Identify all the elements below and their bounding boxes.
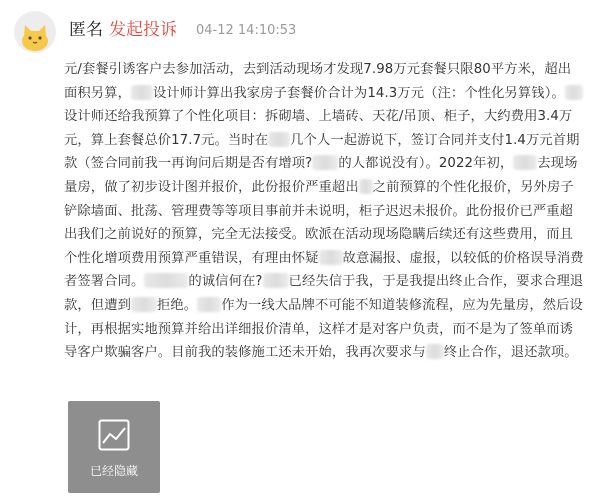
- redacted-text: [197, 297, 221, 312]
- redacted-text: [263, 273, 289, 288]
- body-text-segment: 作为一线大品牌不可能不知道装修流程，应为先量房，然后设计，再根据实地预算并给出详细报价清单，这样才是对客户负责，而不是为了签单而诱导客户欺骗客户。目前我的装修施工还未开始，我再次要求与: [64, 297, 583, 361]
- body-text-segment: 终止合作，退还款项。: [443, 345, 578, 361]
- redacted-text: [144, 273, 188, 288]
- cat-face-icon: [14, 11, 56, 53]
- body-text-segment: 已经失信于我，于是我提出终止合作，要求合理退款，但遭到: [64, 274, 584, 313]
- body-text-segment: 之前预算的个性化报价，另外房子铲除墙面、批荡、管理费等等项目事前并未说明，柜子迟迟未报价。此份报价已严重超出我们之前说好的预算，完全无法接受。欧派在活动现场隐瞒后续还有这些费用，而且个性化增项费用预算严重错误，有理由怀疑: [64, 179, 574, 266]
- hidden-image-label: 已经隐藏: [89, 464, 138, 478]
- redacted-text: [319, 250, 343, 265]
- body-text-segment: 拒绝。: [156, 297, 198, 313]
- body-text-segment: 去现场量房，做了初步设计图并报价，此份报价严重超出: [64, 156, 578, 195]
- redacted-text: [131, 85, 153, 100]
- image-icon: [98, 419, 130, 451]
- post-timestamp: 04-12 14:10:53: [196, 23, 297, 38]
- body-text-segment: 的人都说没有）。2022年初，: [338, 156, 514, 172]
- post-body: [64, 58, 584, 365]
- body-text-segment: 设计师计算出我家房子套餐价合计为14.3万元（注：个性化另算钱）。: [152, 85, 565, 101]
- redacted-text: [268, 132, 290, 147]
- avatar[interactable]: [14, 11, 56, 53]
- hidden-image-placeholder[interactable]: [68, 401, 160, 493]
- redacted-text: [513, 155, 537, 170]
- body-text-segment: 元/套餐引诱客户去参加活动，去到活动现场才发现7.98万元套餐只限80平方米，超出面积另算，: [64, 62, 572, 101]
- body-text-segment: 几个人一起游说下，签订合同并支付1.4万元首期款（签合同前我一再询问后期是否有增项?: [64, 132, 580, 172]
- redacted-text: [312, 155, 338, 170]
- redacted-text: [359, 179, 373, 194]
- redacted-text: [426, 344, 444, 359]
- body-text-segment: 设计师还给我预算了个性化项目：拆砌墙、上墙砖、天花/吊顶、柜子，大约费用3.4万元，算上套餐总价17.7元。当时在: [64, 109, 573, 148]
- redacted-text: [565, 85, 583, 100]
- redacted-text: [131, 297, 157, 312]
- body-text-segment: 的诚信何在?: [188, 274, 263, 290]
- body-text-segment: 故意漏报、虚报，以较低的价格误导消费者签署合同。: [64, 250, 584, 290]
- complaint-tag[interactable]: 发起投诉: [109, 20, 177, 40]
- user-name[interactable]: 匿名: [69, 20, 103, 40]
